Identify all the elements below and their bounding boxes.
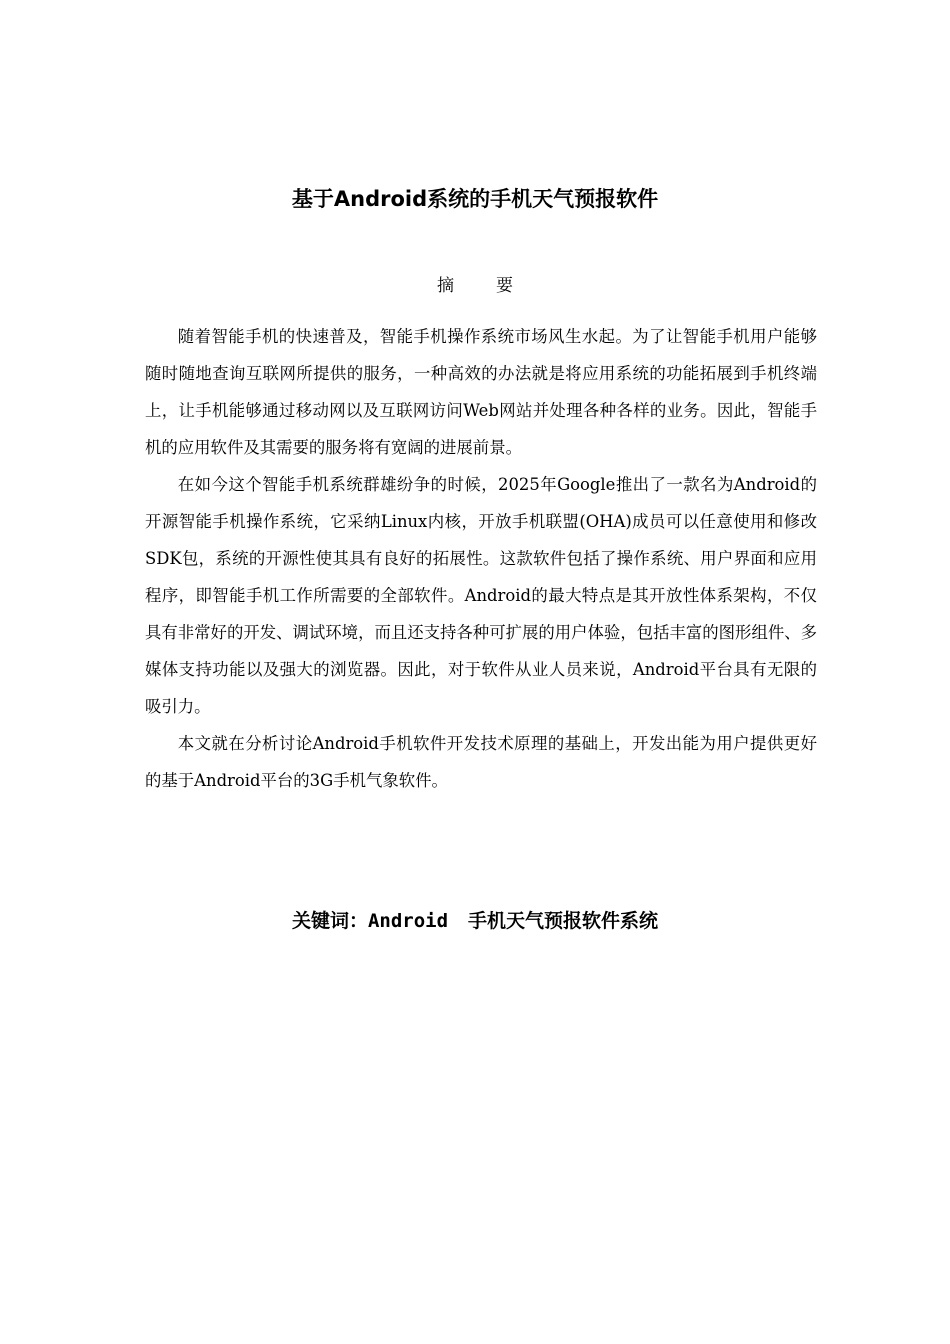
- document-title: 基于Android系统的手机天气预报软件: [291, 187, 659, 211]
- keyword-android: Android: [367, 910, 449, 932]
- abstract-paragraph-2: 在如今这个智能手机系统群雄纷争的时候，2025年Google推出了一款名为Android的开源智能手机操作系统，它采纳Linux内核，开放手机联盟(OHA)成员可以任意使用和修改SDK包，系统的开源性使其具有良好的拓展性。这款软件包括了操作系统、用户界面和应用程序，即智能手机工作所需要的全部软件。Android的最大特点是其开放性体系架构，不仅具有非常好的开发、调试环境，而且还支持各种可扩展的用户体验，包括丰富的图形组件、多媒体支持功能以及强大的浏览器。因此，对于软件从业人员来说，Android平台具有无限的吸引力。: [145, 475, 818, 716]
- abstract-heading: [0, 273, 950, 299]
- abstract-paragraph-3: 本文就在分析讨论Android手机软件开发技术原理的基础上，开发出能为用户提供更好的基于Android平台的3G手机气象软件。: [145, 734, 817, 790]
- keyword-weather-software: 手机天气预报软件系统: [468, 910, 659, 932]
- keywords-label: 关键词：: [291, 910, 368, 932]
- abstract-paragraph-1: 随着智能手机的快速普及，智能手机操作系统市场风生水起。为了让智能手机用户能够随时随地查询互联网所提供的服务，一种高效的办法就是将应用系统的功能拓展到手机终端上，让手机能够通过移动网以及互联网访问Web网站并处理各种各样的业务。因此，智能手机的应用软件及其需要的服务将有宽阔的进展前景。: [145, 327, 817, 457]
- abstract-heading-char-2: 要: [496, 276, 513, 296]
- abstract-heading-char-1: 摘: [437, 276, 454, 296]
- keywords-line: [0, 906, 950, 936]
- abstract-body: [145, 318, 817, 799]
